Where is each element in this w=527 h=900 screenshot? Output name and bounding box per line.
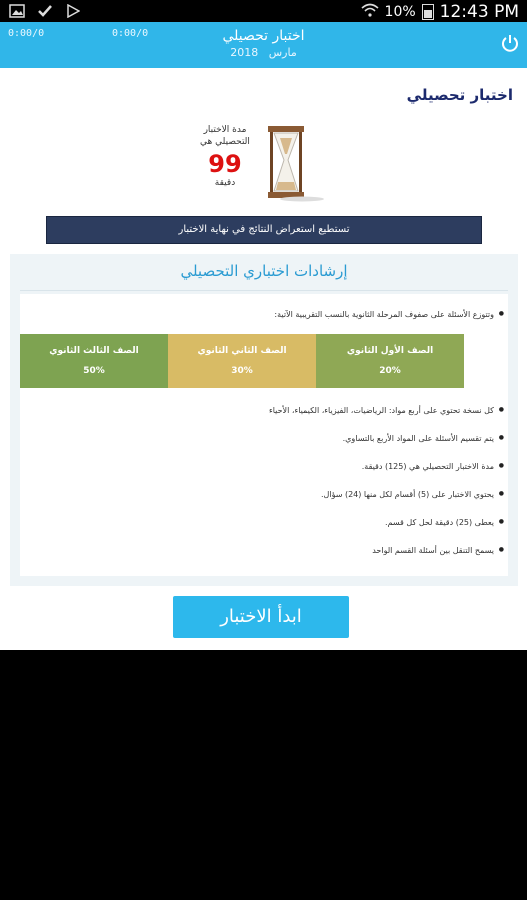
grade-name: الصف الأول الثانوي [346,346,434,356]
app-title: اختبار تحصيلي [222,28,305,44]
bullet-item: مدة الاختبار التحصيلي هي (125) دقيقة. ● [362,462,494,471]
duration-label-1: مدة الاختبار [203,125,247,135]
page-title: اختبار تحصيلي [406,86,513,104]
play-store-icon [64,3,82,19]
panel-divider [20,290,508,291]
duration-block [190,124,260,188]
grade-percent: 20% [379,366,401,376]
clock: 12:43 PM [439,2,519,22]
grade-cell [168,334,316,388]
status-icons [361,2,519,22]
grade-name: الصف الثاني الثانوي [197,346,287,356]
battery-percent: 10% [384,4,416,20]
gallery-icon [8,3,26,19]
check-icon [36,3,54,19]
grade-cell [316,334,464,388]
main-content [0,68,527,650]
timer-mid: 0:00/0 [112,28,149,39]
bullet-item: يتم تقسيم الأسئلة على المواد الأربع بالتساوي. ● [343,434,494,443]
subtitle-year: 2018 [230,46,259,59]
instructions-body [20,294,508,576]
start-test-button[interactable]: ابدأ الاختبار [173,596,349,638]
duration-unit: دقيقة [214,178,236,188]
app-subtitle [0,46,527,59]
hourglass-icon [262,124,328,202]
instructions-title: إرشادات اختباري التحصيلي [180,262,348,280]
app-bar [0,22,527,68]
grade-distribution [20,334,464,388]
instructions-intro: وتتوزع الأسئلة على صفوف المرحلة الثانوية بالنسب التقريبية الآتية: ● [274,310,494,319]
notification-icons [8,3,82,19]
duration-label-2: التحصيلي هي [200,137,250,147]
grade-cell [20,334,168,388]
grade-name: الصف الثالث الثانوي [49,346,139,356]
bullet-item: يحتوي الاختبار على (5) أقسام لكل منها (24) سؤال. ● [321,490,494,499]
battery-icon [422,4,434,20]
status-bar [0,0,527,22]
subtitle-word: مارس [268,46,297,59]
bullet-item: يعطى (25) دقيقة لحل كل قسم. ● [385,518,494,527]
results-notice: تستطيع استعراض النتائج في نهاية الاختبار [46,216,482,244]
power-icon[interactable] [501,34,519,52]
timer-left: 0:00/0 [8,28,45,39]
instructions-panel [10,254,518,586]
wifi-icon [361,3,379,21]
grade-percent: 30% [231,366,253,376]
bullet-item: كل نسخة تحتوي على أربع مواد: الرياضيات، الفيزياء، الكيمياء، الأحياء ● [269,406,494,415]
bullet-item: يسمح التنقل بين أسئلة القسم الواحد ● [372,546,494,555]
grade-percent: 50% [83,366,105,376]
duration-value: 99 [208,150,242,178]
